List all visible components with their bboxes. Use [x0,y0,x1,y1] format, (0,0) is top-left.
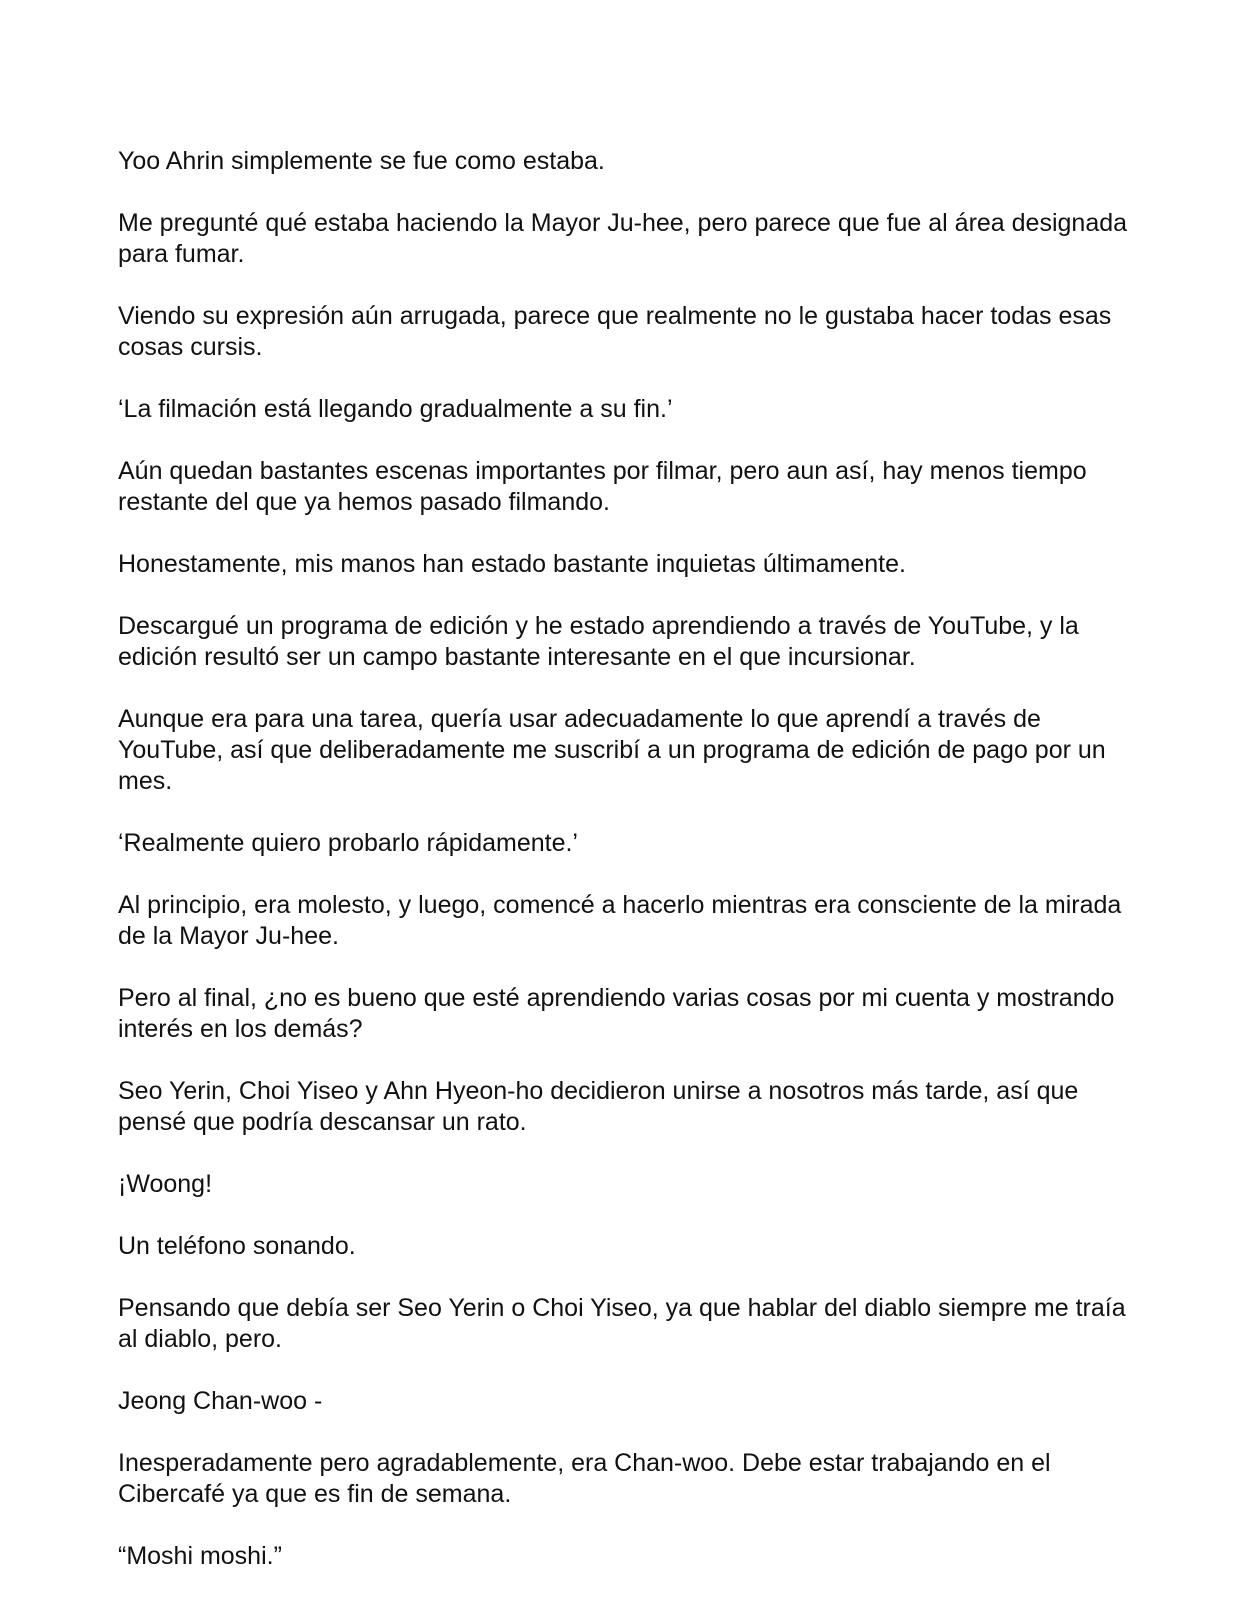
paragraph: Pensando que debía ser Seo Yerin o Choi Yiseo, ya que hablar del diablo siempre me traía al diablo, pero. [118,1294,1126,1353]
paragraph: Un teléfono sonando. [118,1232,356,1260]
paragraph: Viendo su expresión aún arrugada, parece que realmente no le gustaba hacer todas esas cosas cursis. [118,302,1112,361]
body-text [118,146,1128,1603]
paragraph: Seo Yerin, Choi Yiseo y Ahn Hyeon-ho decidieron unirse a nosotros más tarde, así que pensé que podría descansar un rato. [118,1077,1079,1136]
paragraph: ¡Woong! [118,1170,213,1198]
paragraph: Yoo Ahrin simplemente se fue como estaba. [118,147,605,175]
paragraph: Pero al final, ¿no es bueno que esté aprendiendo varias cosas por mi cuenta y mostrando interés en los demás? [118,984,1115,1043]
paragraph: Aunque era para una tarea, quería usar adecuadamente lo que aprendí a través de YouTube, así que deliberadamente me suscribí a un programa de edición de pago por un mes. [118,705,1106,795]
paragraph: “Moshi moshi.” [118,1542,282,1570]
paragraph: Honestamente, mis manos han estado bastante inquietas últimamente. [118,550,906,578]
paragraph: Al principio, era molesto, y luego, comencé a hacerlo mientras era consciente de la mirada de la Mayor Ju-hee. [118,891,1122,950]
paragraph: Inesperadamente pero agradablemente, era Chan-woo. Debe estar trabajando en el Cibercafé ya que es fin de semana. [118,1449,1051,1508]
paragraph: ‘La filmación está llegando gradualmente a su fin.’ [118,395,673,423]
paragraph: ‘Realmente quiero probarlo rápidamente.’ [118,829,578,857]
paragraph: Jeong Chan-woo - [118,1387,323,1415]
paragraph: Aún quedan bastantes escenas importantes por filmar, pero aun así, hay menos tiempo restante del que ya hemos pasado filmando. [118,457,1087,516]
paragraph: Descargué un programa de edición y he estado aprendiendo a través de YouTube, y la edición resultó ser un campo bastante interesante en el que incursionar. [118,612,1079,671]
paragraph: Me pregunté qué estaba haciendo la Mayor Ju-hee, pero parece que fue al área designada para fumar. [118,209,1128,268]
